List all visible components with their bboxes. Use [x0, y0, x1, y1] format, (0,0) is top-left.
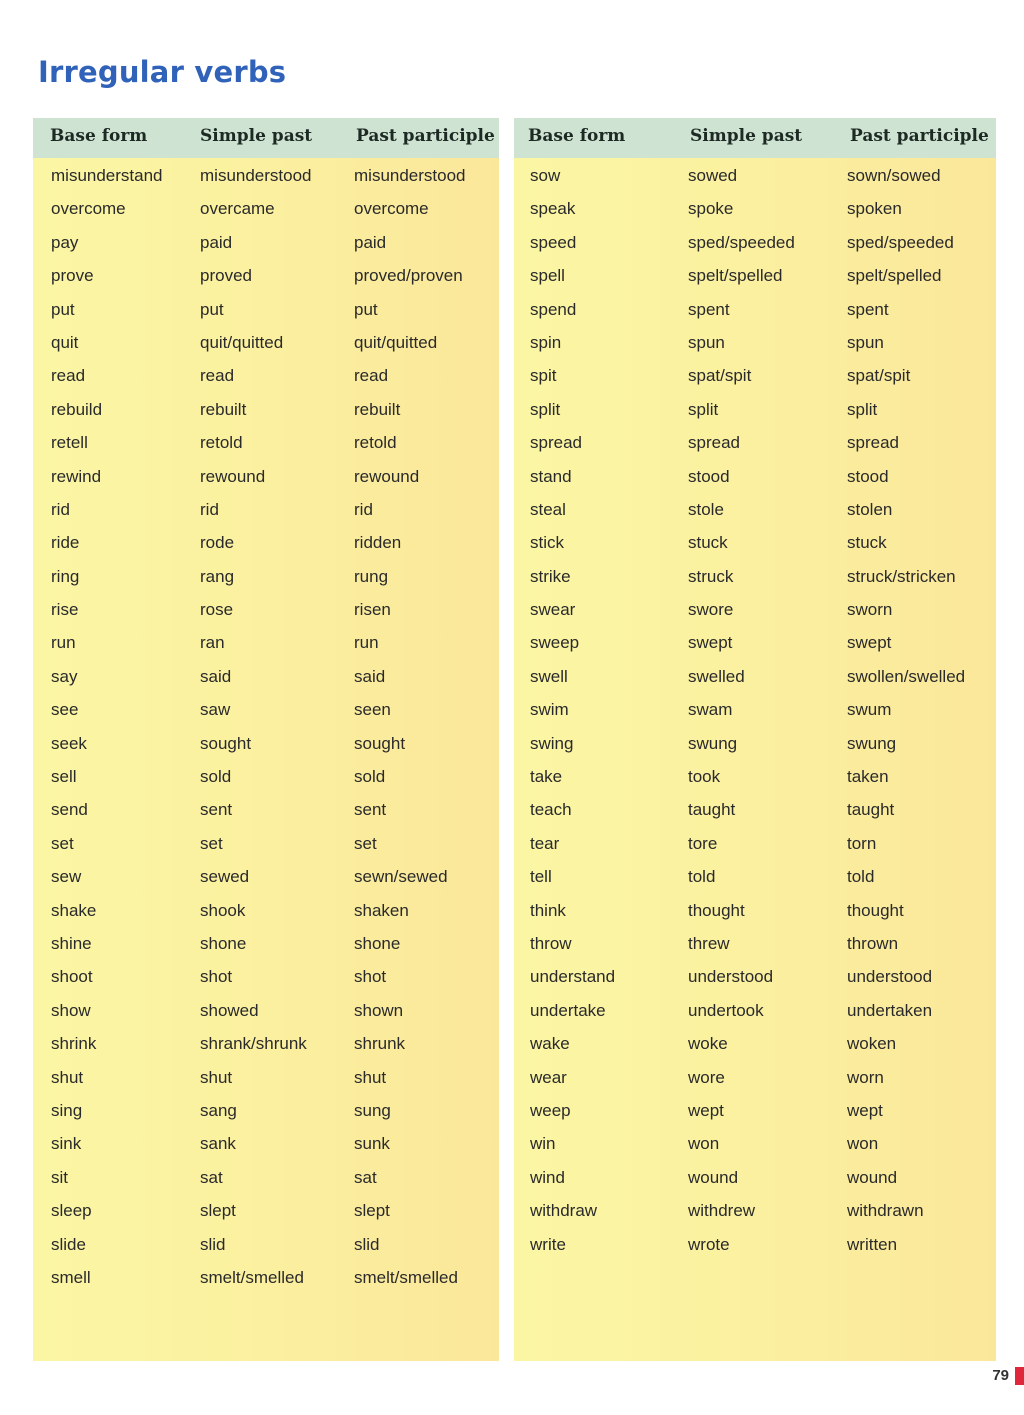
cell-simple-past: rebuilt: [200, 399, 247, 419]
cell-base-form: undertake: [530, 1000, 606, 1020]
table-header: [33, 118, 499, 158]
table-row: [33, 995, 499, 1028]
table-row: [514, 260, 996, 293]
cell-base-form: prove: [51, 266, 94, 286]
cell-simple-past: thought: [688, 900, 745, 920]
cell-simple-past: slept: [200, 1201, 236, 1221]
cell-base-form: swell: [530, 666, 568, 686]
table-row: [33, 294, 499, 327]
cell-base-form: sleep: [51, 1201, 92, 1221]
cell-past-participle: run: [354, 633, 379, 653]
cell-simple-past: spun: [688, 332, 725, 352]
table-row: [33, 661, 499, 694]
cell-simple-past: spread: [688, 433, 740, 453]
table-row: [514, 294, 996, 327]
table-row: [33, 160, 499, 193]
cell-simple-past: split: [688, 399, 719, 419]
cell-base-form: shut: [51, 1067, 84, 1087]
cell-past-participle: withdrawn: [847, 1201, 924, 1221]
cell-base-form: shake: [51, 900, 97, 920]
header-simple-past: Simple past: [690, 126, 803, 146]
cell-base-form: spread: [530, 433, 582, 453]
cell-simple-past: took: [688, 767, 721, 787]
cell-simple-past: proved: [200, 266, 252, 286]
cell-base-form: spin: [530, 332, 562, 352]
cell-base-form: stand: [530, 466, 572, 486]
cell-past-participle: ridden: [354, 533, 402, 553]
cell-past-participle: sown/sowed: [847, 166, 941, 185]
table-row: [33, 728, 499, 761]
cell-base-form: swing: [530, 733, 574, 753]
cell-simple-past: rose: [200, 600, 234, 620]
cell-base-form: shoot: [51, 967, 93, 987]
cell-past-participle: understood: [847, 967, 933, 987]
table-row: [514, 694, 996, 727]
table-row: [33, 327, 499, 360]
cell-past-participle: wept: [847, 1100, 883, 1120]
cell-simple-past: shook: [200, 900, 246, 920]
table-row: [33, 1195, 499, 1228]
cell-base-form: rise: [51, 600, 79, 620]
cell-past-participle: sought: [354, 733, 406, 753]
cell-base-form: show: [51, 1000, 91, 1020]
table-row: [33, 1062, 499, 1095]
cell-past-participle: split: [847, 399, 878, 419]
cell-past-participle: written: [847, 1234, 898, 1254]
cell-simple-past: stuck: [688, 533, 728, 553]
cell-past-participle: smelt/smelled: [354, 1267, 458, 1287]
header-base-form: Base form: [528, 126, 626, 146]
table-row: [514, 1229, 996, 1262]
cell-base-form: see: [51, 700, 79, 720]
cell-simple-past: slid: [200, 1234, 226, 1254]
cell-past-participle: taken: [847, 767, 889, 787]
cell-base-form: swear: [530, 600, 576, 620]
cell-simple-past: struck: [688, 566, 734, 586]
table-row: [514, 961, 996, 994]
cell-base-form: wake: [530, 1034, 570, 1054]
cell-base-form: set: [51, 833, 74, 853]
cell-base-form: weep: [530, 1100, 571, 1120]
cell-base-form: take: [530, 767, 563, 787]
cell-base-form: run: [51, 633, 76, 653]
cell-simple-past: sank: [200, 1134, 236, 1154]
table-row: [33, 427, 499, 460]
cell-past-participle: sat: [354, 1167, 377, 1187]
table-row: [33, 627, 499, 660]
cell-simple-past: wore: [688, 1067, 725, 1087]
cell-simple-past: saw: [200, 700, 231, 720]
cell-past-participle: shot: [354, 967, 387, 987]
cell-past-participle: sped/speeded: [847, 232, 954, 252]
table-body: [33, 160, 499, 1295]
table-row: [33, 828, 499, 861]
table-row: [514, 728, 996, 761]
cell-past-participle: read: [354, 366, 389, 386]
table-row: [514, 1128, 996, 1161]
cell-past-participle: shaken: [354, 900, 409, 920]
cell-past-participle: told: [847, 867, 875, 887]
table-row: [33, 527, 499, 560]
cell-base-form: tell: [530, 867, 552, 887]
table-row: [33, 494, 499, 527]
table-row: [514, 527, 996, 560]
table-row: [514, 794, 996, 827]
cell-simple-past: withdrew: [688, 1201, 756, 1221]
cell-base-form: pay: [51, 232, 79, 252]
table-row: [514, 594, 996, 627]
cell-base-form: sweep: [530, 633, 580, 653]
table-row: [33, 1128, 499, 1161]
header-past-participle: Past participle: [356, 126, 495, 146]
cell-past-participle: paid: [354, 232, 387, 252]
header-base-form: Base form: [50, 126, 148, 146]
table-row: [514, 761, 996, 794]
cell-simple-past: swam: [688, 700, 733, 720]
table-row: [514, 1195, 996, 1228]
cell-simple-past: undertook: [688, 1000, 764, 1020]
cell-simple-past: sowed: [688, 166, 738, 185]
cell-base-form: stick: [530, 533, 564, 553]
cell-base-form: put: [51, 299, 75, 319]
cell-base-form: overcome: [51, 199, 126, 219]
cell-past-participle: won: [847, 1134, 879, 1154]
cell-base-form: shine: [51, 933, 92, 953]
cell-simple-past: told: [688, 867, 716, 887]
table-row: [514, 360, 996, 393]
table-row: [514, 1095, 996, 1128]
cell-simple-past: spelt/spelled: [688, 266, 783, 286]
table-row: [33, 861, 499, 894]
cell-past-participle: rewound: [354, 466, 420, 486]
cell-past-participle: put: [354, 299, 378, 319]
cell-base-form: retell: [51, 433, 88, 453]
header-past-participle: Past participle: [850, 126, 989, 146]
verb-table-left: [33, 118, 499, 1361]
table-row: [514, 1028, 996, 1061]
cell-base-form: swim: [530, 700, 569, 720]
cell-base-form: write: [530, 1234, 566, 1254]
cell-simple-past: shrank/shrunk: [200, 1034, 307, 1054]
cell-simple-past: sang: [200, 1100, 237, 1120]
cell-past-participle: swept: [847, 633, 892, 653]
cell-past-participle: swung: [847, 733, 897, 753]
table-row: [33, 1229, 499, 1262]
cell-base-form: seek: [51, 733, 87, 753]
cell-simple-past: showed: [200, 1000, 259, 1020]
cell-base-form: read: [51, 366, 86, 386]
cell-simple-past: said: [200, 666, 232, 686]
cell-simple-past: sped/speeded: [688, 232, 795, 252]
header-simple-past: Simple past: [200, 126, 313, 146]
cell-past-participle: rebuilt: [354, 399, 401, 419]
cell-simple-past: read: [200, 366, 235, 386]
table-row: [33, 260, 499, 293]
verb-table-right: [514, 118, 996, 1361]
page-number: 79: [992, 1367, 1009, 1384]
table-row: [514, 995, 996, 1028]
cell-past-participle: rung: [354, 566, 389, 586]
cell-past-participle: sung: [354, 1100, 391, 1120]
cell-base-form: speak: [530, 199, 576, 219]
table-row: [33, 895, 499, 928]
cell-base-form: spell: [530, 266, 565, 286]
table-row: [33, 360, 499, 393]
cell-base-form: sing: [51, 1100, 83, 1120]
cell-past-participle: seen: [354, 700, 391, 720]
cell-base-form: shrink: [51, 1034, 97, 1054]
cell-simple-past: rid: [200, 499, 219, 519]
cell-base-form: ring: [51, 566, 80, 586]
page-marker: [1015, 1367, 1024, 1385]
cell-simple-past: put: [200, 299, 224, 319]
cell-simple-past: won: [688, 1134, 720, 1154]
cell-simple-past: retold: [200, 433, 243, 453]
cell-past-participle: sworn: [847, 600, 893, 620]
cell-base-form: win: [530, 1134, 556, 1154]
cell-past-participle: spent: [847, 299, 889, 319]
cell-past-participle: overcome: [354, 199, 429, 219]
cell-base-form: tear: [530, 833, 560, 853]
cell-base-form: strike: [530, 566, 571, 586]
cell-past-participle: spat/spit: [847, 366, 911, 386]
table-row: [33, 227, 499, 260]
cell-past-participle: woken: [847, 1034, 897, 1054]
table-row: [514, 1062, 996, 1095]
table-row: [514, 861, 996, 894]
cell-base-form: rid: [51, 499, 70, 519]
cell-base-form: steal: [530, 499, 566, 519]
table-row: [33, 594, 499, 627]
table-row: [514, 494, 996, 527]
cell-past-participle: spelt/spelled: [847, 266, 942, 286]
cell-simple-past: swung: [688, 733, 738, 753]
cell-past-participle: thrown: [847, 933, 899, 953]
table-row: [514, 327, 996, 360]
table-row: [33, 193, 499, 226]
cell-past-participle: spoken: [847, 199, 902, 219]
table-body: [514, 160, 996, 1262]
cell-simple-past: paid: [200, 232, 233, 252]
cell-base-form: slide: [51, 1234, 86, 1254]
table-row: [514, 1162, 996, 1195]
cell-base-form: sit: [51, 1167, 68, 1187]
cell-base-form: wear: [530, 1067, 567, 1087]
cell-base-form: rebuild: [51, 399, 103, 419]
cell-simple-past: shone: [200, 933, 247, 953]
cell-past-participle: struck/stricken: [847, 566, 956, 586]
cell-simple-past: swelled: [688, 666, 745, 686]
cell-past-participle: quit/quitted: [354, 332, 438, 352]
cell-base-form: withdraw: [530, 1201, 598, 1221]
cell-base-form: rewind: [51, 466, 102, 486]
cell-base-form: say: [51, 666, 78, 686]
cell-simple-past: sat: [200, 1167, 223, 1187]
cell-past-participle: rid: [354, 499, 373, 519]
cell-simple-past: swept: [688, 633, 733, 653]
cell-past-participle: shrunk: [354, 1034, 406, 1054]
cell-past-participle: swum: [847, 700, 892, 720]
table-row: [33, 561, 499, 594]
cell-base-form: sink: [51, 1134, 82, 1154]
table-row: [514, 394, 996, 427]
cell-simple-past: sought: [200, 733, 252, 753]
cell-base-form: understand: [530, 967, 616, 987]
table-row: [514, 561, 996, 594]
cell-past-participle: spread: [847, 433, 899, 453]
table-row: [33, 928, 499, 961]
cell-base-form: ride: [51, 533, 80, 553]
cell-past-participle: stood: [847, 466, 889, 486]
cell-simple-past: woke: [688, 1034, 728, 1054]
cell-simple-past: swore: [688, 600, 734, 620]
cell-simple-past: wept: [688, 1100, 724, 1120]
cell-simple-past: understood: [688, 967, 774, 987]
page-title: Irregular verbs: [38, 55, 287, 89]
table-row: [33, 794, 499, 827]
cell-simple-past: sewed: [200, 867, 250, 887]
cell-past-participle: misunderstood: [354, 166, 466, 185]
cell-simple-past: quit/quitted: [200, 332, 284, 352]
cell-past-participle: said: [354, 666, 386, 686]
cell-past-participle: sewn/sewed: [354, 867, 448, 887]
table-row: [33, 694, 499, 727]
cell-simple-past: rewound: [200, 466, 266, 486]
cell-base-form: throw: [530, 933, 572, 953]
cell-simple-past: sold: [200, 767, 232, 787]
table-row: [514, 160, 996, 193]
cell-past-participle: torn: [847, 833, 877, 853]
cell-past-participle: slid: [354, 1234, 380, 1254]
cell-base-form: split: [530, 399, 561, 419]
cell-simple-past: overcame: [200, 199, 275, 219]
cell-past-participle: taught: [847, 800, 895, 820]
cell-base-form: spit: [530, 366, 557, 386]
cell-past-participle: thought: [847, 900, 904, 920]
cell-simple-past: tore: [688, 833, 718, 853]
cell-base-form: speed: [530, 232, 577, 252]
cell-past-participle: slept: [354, 1201, 390, 1221]
cell-past-participle: swollen/swelled: [847, 666, 966, 686]
cell-past-participle: retold: [354, 433, 397, 453]
table-row: [514, 461, 996, 494]
table-header: [514, 118, 996, 158]
table-row: [33, 1095, 499, 1128]
table-row: [514, 928, 996, 961]
cell-simple-past: spoke: [688, 199, 734, 219]
cell-past-participle: sunk: [354, 1134, 390, 1154]
cell-past-participle: set: [354, 833, 377, 853]
cell-past-participle: spun: [847, 332, 884, 352]
cell-simple-past: stole: [688, 499, 724, 519]
cell-past-participle: shown: [354, 1000, 404, 1020]
cell-past-participle: wound: [847, 1167, 898, 1187]
cell-base-form: think: [530, 900, 566, 920]
cell-base-form: send: [51, 800, 88, 820]
cell-base-form: teach: [530, 800, 572, 820]
cell-past-participle: sold: [354, 767, 386, 787]
cell-past-participle: risen: [354, 600, 391, 620]
cell-past-participle: worn: [847, 1067, 884, 1087]
cell-simple-past: spat/spit: [688, 366, 752, 386]
table-row: [33, 394, 499, 427]
cell-base-form: sell: [51, 767, 77, 787]
table-row: [514, 193, 996, 226]
cell-base-form: quit: [51, 332, 79, 352]
cell-simple-past: stood: [688, 466, 730, 486]
table-row: [33, 761, 499, 794]
cell-past-participle: undertaken: [847, 1000, 933, 1020]
cell-base-form: sew: [51, 867, 82, 887]
cell-simple-past: spent: [688, 299, 730, 319]
table-row: [514, 227, 996, 260]
cell-simple-past: shot: [200, 967, 233, 987]
cell-simple-past: taught: [688, 800, 736, 820]
table-row: [33, 961, 499, 994]
table-row: [514, 427, 996, 460]
cell-simple-past: wound: [688, 1167, 739, 1187]
cell-simple-past: threw: [688, 933, 730, 953]
cell-base-form: wind: [530, 1167, 565, 1187]
table-row: [514, 661, 996, 694]
cell-simple-past: sent: [200, 800, 233, 820]
table-row: [33, 461, 499, 494]
cell-base-form: smell: [51, 1267, 91, 1287]
cell-simple-past: set: [200, 833, 223, 853]
table-row: [33, 1262, 499, 1295]
cell-past-participle: proved/proven: [354, 266, 463, 286]
cell-base-form: misunderstand: [51, 166, 163, 185]
table-row: [514, 895, 996, 928]
table-row: [33, 1162, 499, 1195]
cell-past-participle: stolen: [847, 499, 893, 519]
cell-base-form: sow: [530, 166, 561, 185]
cell-simple-past: shut: [200, 1067, 233, 1087]
cell-simple-past: misunderstood: [200, 166, 312, 185]
cell-past-participle: shut: [354, 1067, 387, 1087]
cell-simple-past: wrote: [688, 1234, 730, 1254]
cell-simple-past: rang: [200, 566, 235, 586]
cell-simple-past: smelt/smelled: [200, 1267, 304, 1287]
cell-base-form: spend: [530, 299, 577, 319]
cell-past-participle: stuck: [847, 533, 887, 553]
table-row: [514, 627, 996, 660]
table-row: [514, 828, 996, 861]
table-row: [33, 1028, 499, 1061]
cell-past-participle: sent: [354, 800, 387, 820]
cell-simple-past: rode: [200, 533, 235, 553]
cell-simple-past: ran: [200, 633, 225, 653]
cell-past-participle: shone: [354, 933, 401, 953]
